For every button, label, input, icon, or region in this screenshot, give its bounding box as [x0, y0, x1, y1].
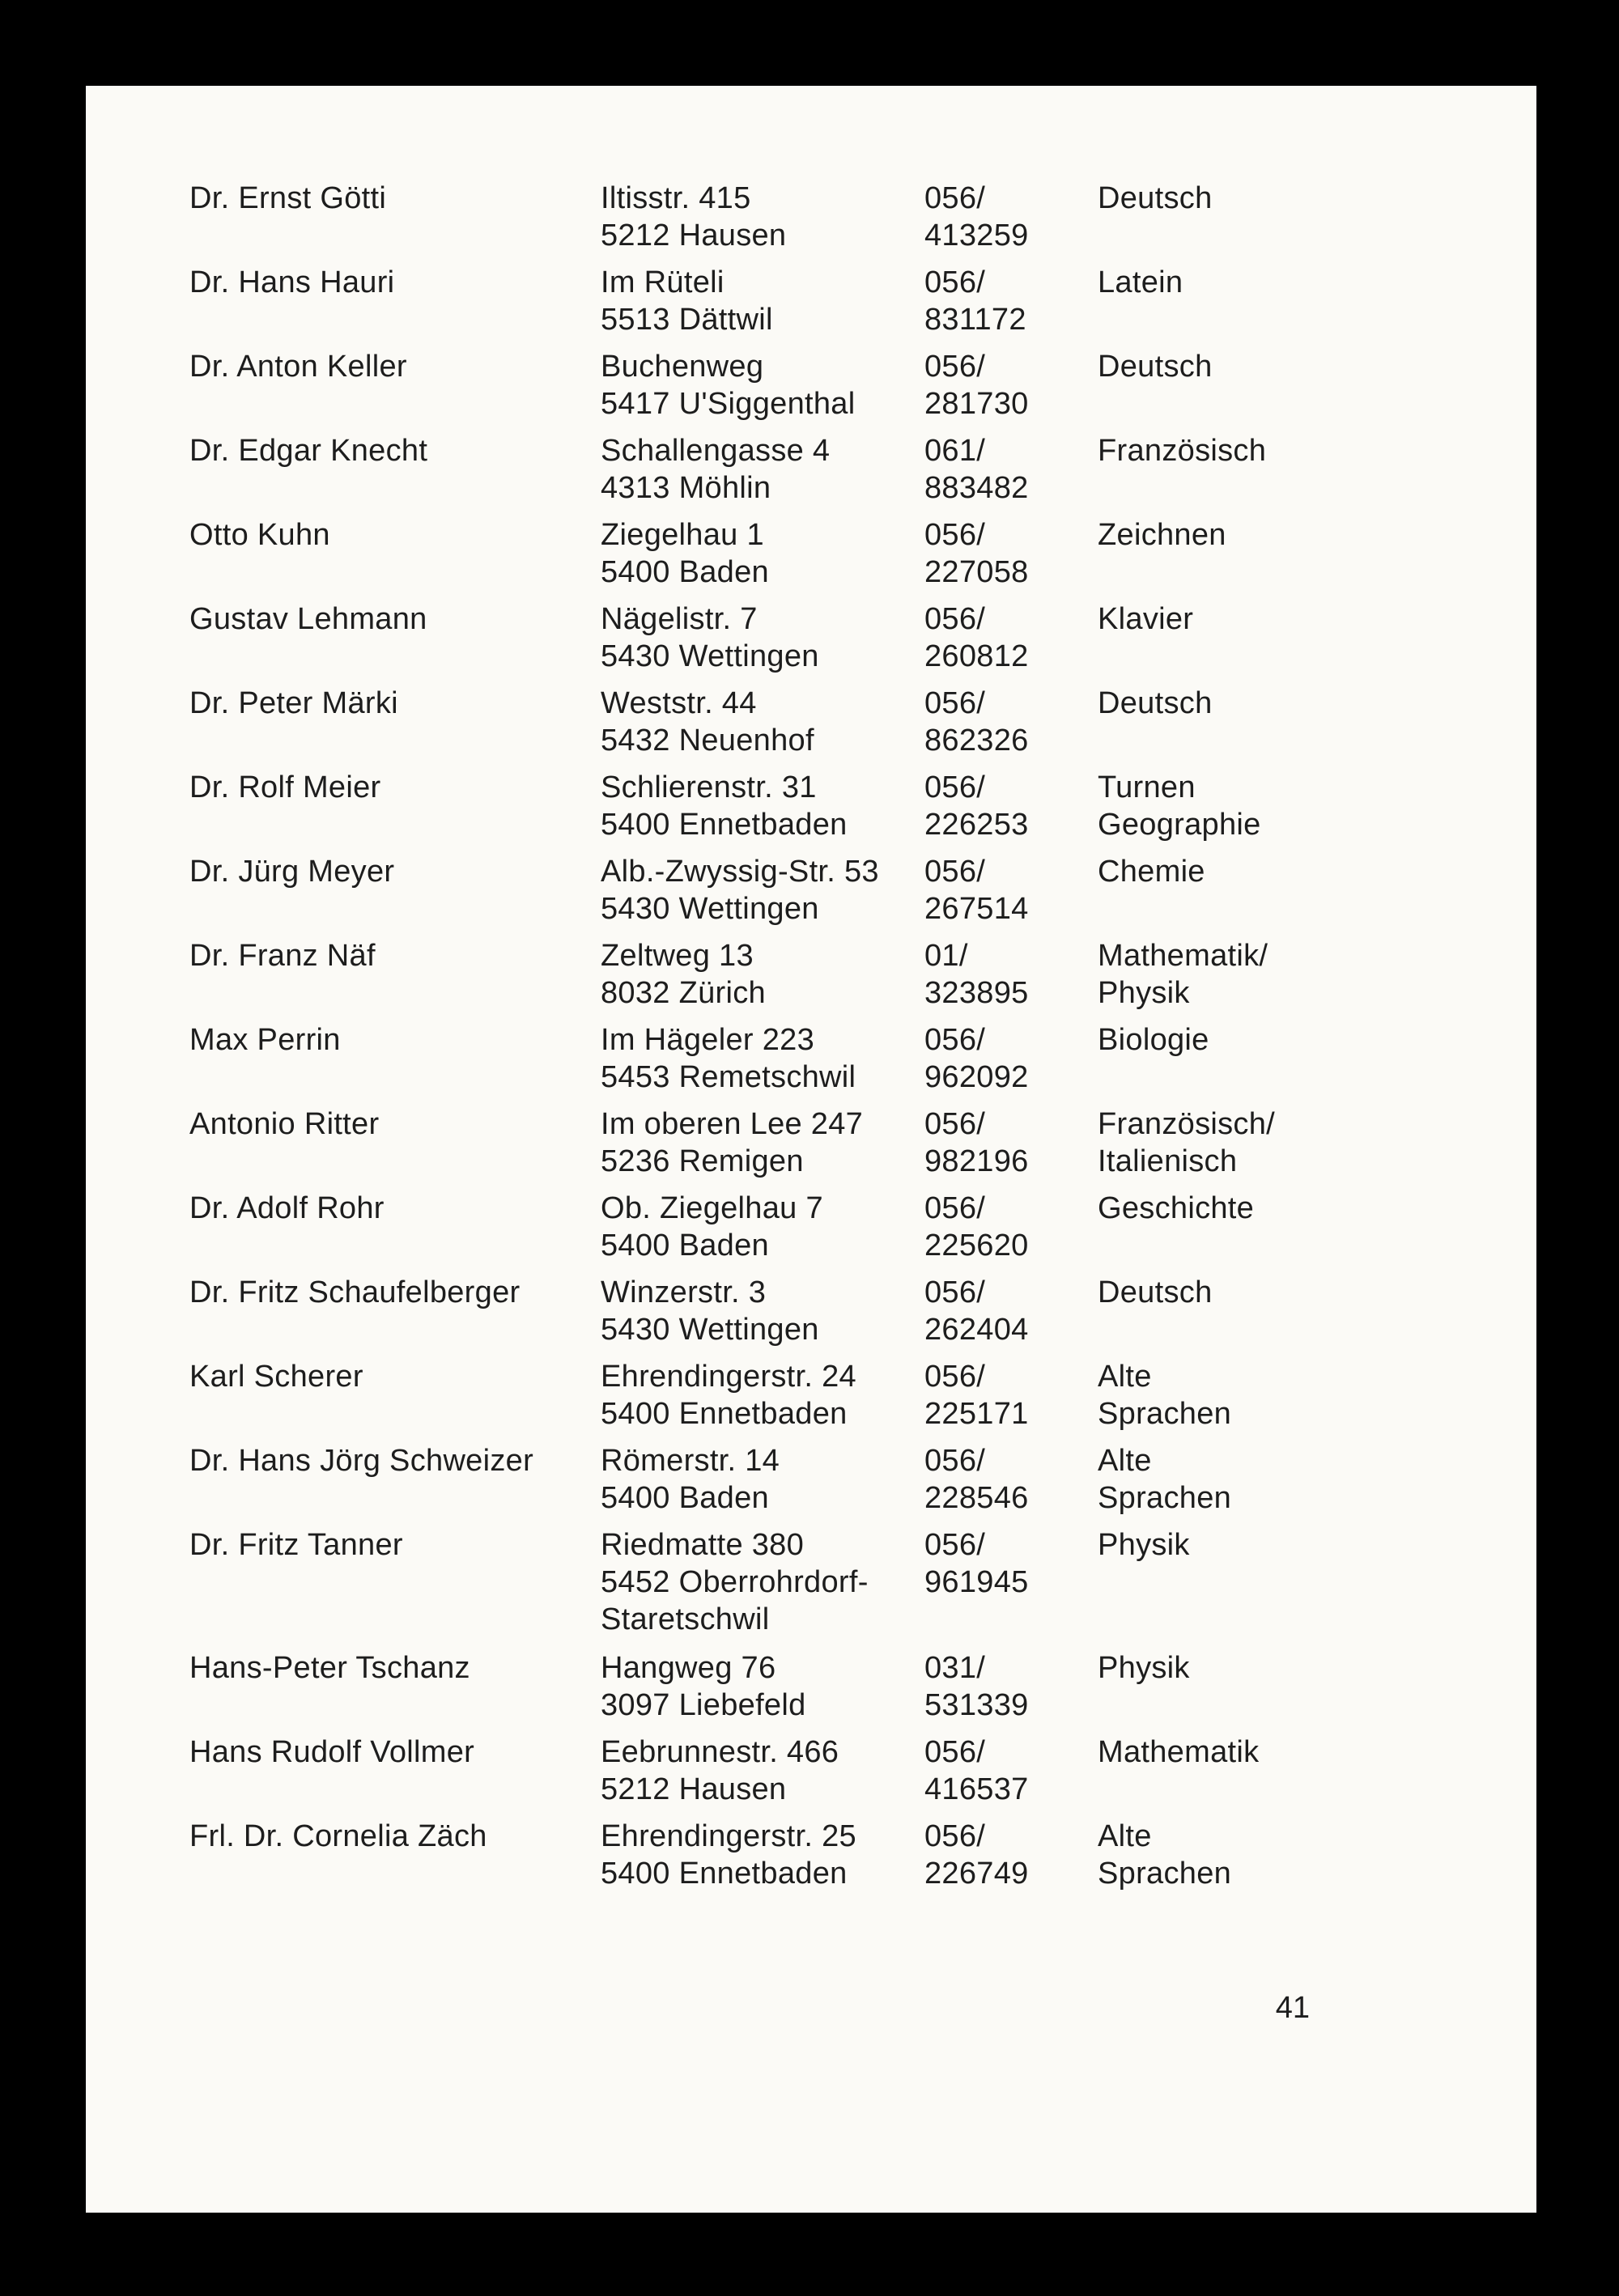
entry-subject: [1098, 685, 1387, 722]
entry-address: [601, 1106, 924, 1180]
entry-phone-line: 056/: [924, 855, 986, 889]
entry-address-line: Buchenweg: [601, 350, 764, 384]
entry-phone: [924, 937, 1098, 1012]
entry-address-line: 5400 Ennetbaden: [601, 1857, 848, 1891]
entry-address-line: 5432 Neuenhof: [601, 724, 814, 758]
entry-subject: [1098, 180, 1387, 217]
entry-subject: [1098, 769, 1387, 843]
entry-address: [601, 1021, 924, 1096]
entry-phone: [924, 1358, 1098, 1432]
entry-address: [601, 1190, 924, 1264]
entry-phone-line: 531339: [924, 1688, 1029, 1722]
entry-address-line: Ehrendingerstr. 25: [601, 1819, 856, 1853]
directory-entry: [189, 769, 1387, 853]
entry-phone-line: 226253: [924, 808, 1029, 842]
entry-subject-line: Deutsch: [1098, 350, 1213, 384]
entry-subject-line: Alte: [1098, 1444, 1152, 1478]
entry-phone: [924, 264, 1098, 338]
entry-subject-line: Sprachen: [1098, 1857, 1232, 1891]
entry-subject: [1098, 1526, 1387, 1564]
entry-subject-line: Deutsch: [1098, 181, 1213, 215]
entry-phone-line: 056/: [924, 1191, 986, 1225]
entry-subject: [1098, 1106, 1387, 1180]
entry-phone-line: 056/: [924, 686, 986, 720]
entry-subject-line: Alte: [1098, 1360, 1152, 1394]
entry-phone-line: 323895: [924, 976, 1029, 1010]
entry-phone-line: 01/: [924, 939, 968, 973]
entry-name-line: Dr. Edgar Knecht: [189, 434, 428, 468]
directory-entry: [189, 432, 1387, 516]
entry-phone: [924, 1818, 1098, 1892]
entry-subject: [1098, 1734, 1387, 1771]
directory-entry: [189, 1442, 1387, 1526]
entry-address-line: 5400 Baden: [601, 1229, 769, 1263]
entry-address: [601, 1274, 924, 1348]
entry-name-line: Dr. Hans Jörg Schweizer: [189, 1444, 534, 1478]
entry-phone: [924, 1274, 1098, 1348]
entry-address-line: 5400 Baden: [601, 555, 769, 589]
directory-entry: [189, 1358, 1387, 1442]
entry-name-line: Max Perrin: [189, 1023, 341, 1057]
entry-name: [189, 1190, 601, 1227]
entry-phone-line: 961945: [924, 1565, 1029, 1599]
entry-subject-line: Sprachen: [1098, 1481, 1232, 1515]
entry-phone-line: 061/: [924, 434, 986, 468]
entry-name-line: Dr. Ernst Götti: [189, 181, 387, 215]
entry-phone-line: 031/: [924, 1651, 986, 1685]
entry-name: [189, 685, 601, 722]
entry-address: [601, 516, 924, 591]
entry-name-line: Dr. Jürg Meyer: [189, 855, 395, 889]
directory-entry: [189, 937, 1387, 1021]
entry-name-line: Dr. Fritz Tanner: [189, 1528, 403, 1562]
entry-address: [601, 685, 924, 759]
entry-phone-line: 228546: [924, 1481, 1029, 1515]
entry-address-line: Weststr. 44: [601, 686, 757, 720]
entry-address: [601, 264, 924, 338]
entry-name-line: Dr. Adolf Rohr: [189, 1191, 385, 1225]
entry-subject-line: Sprachen: [1098, 1397, 1232, 1431]
entry-address-line: Iltisstr. 415: [601, 181, 751, 215]
entry-subject-line: Alte: [1098, 1819, 1152, 1853]
entry-phone-line: 056/: [924, 1735, 986, 1769]
entry-address-line: Zeltweg 13: [601, 939, 754, 973]
entry-address: [601, 180, 924, 254]
entry-subject: [1098, 348, 1387, 385]
directory-entry: [189, 1649, 1387, 1734]
entry-phone-line: 831172: [924, 303, 1026, 337]
directory-entry: [189, 1021, 1387, 1106]
entry-name: [189, 516, 601, 554]
entry-subject: [1098, 1358, 1387, 1432]
entry-phone: [924, 1106, 1098, 1180]
entry-name: [189, 180, 601, 217]
entry-subject: [1098, 1021, 1387, 1059]
entry-phone-line: 260812: [924, 639, 1029, 673]
entry-name: [189, 937, 601, 974]
entry-address-line: Ehrendingerstr. 24: [601, 1360, 856, 1394]
entry-phone-line: 056/: [924, 1107, 986, 1141]
entry-address-line: 5212 Hausen: [601, 219, 787, 253]
directory-entry: [189, 348, 1387, 432]
entry-name: [189, 1274, 601, 1311]
entry-phone-line: 262404: [924, 1313, 1029, 1347]
entry-subject-line: Turnen: [1098, 770, 1196, 804]
entry-phone-line: 056/: [924, 1275, 986, 1309]
entry-phone-line: 225620: [924, 1229, 1029, 1263]
entry-phone-line: 056/: [924, 1819, 986, 1853]
entry-name-line: Dr. Rolf Meier: [189, 770, 381, 804]
directory-entry: [189, 180, 1387, 264]
page-number: 41: [1275, 1991, 1310, 2025]
entry-phone: [924, 769, 1098, 843]
entry-address-line: Hangweg 76: [601, 1651, 776, 1685]
entry-subject-line: Geschichte: [1098, 1191, 1255, 1225]
entry-name: [189, 1106, 601, 1143]
entry-address-line: 5430 Wettingen: [601, 1313, 819, 1347]
entry-address-line: Winzerstr. 3: [601, 1275, 767, 1309]
entry-address-line: Riedmatte 380: [601, 1528, 805, 1562]
directory-entry: [189, 1274, 1387, 1358]
entry-subject-line: Chemie: [1098, 855, 1205, 889]
entry-name-line: Dr. Anton Keller: [189, 350, 407, 384]
entry-name-line: Karl Scherer: [189, 1360, 363, 1394]
entry-address-line: Römerstr. 14: [601, 1444, 780, 1478]
entry-name-line: Hans Rudolf Vollmer: [189, 1735, 475, 1769]
directory-entry: [189, 1526, 1387, 1649]
entry-address-line: 5513 Dättwil: [601, 303, 773, 337]
entry-phone-line: 982196: [924, 1144, 1029, 1178]
entry-address: [601, 1818, 924, 1892]
entry-subject: [1098, 937, 1387, 1012]
entry-phone-line: 056/: [924, 770, 986, 804]
entry-phone-line: 056/: [924, 1444, 986, 1478]
entry-address-line: Schlierenstr. 31: [601, 770, 817, 804]
entry-subject-line: Französisch: [1098, 434, 1267, 468]
directory-entry: [189, 516, 1387, 601]
entry-phone-line: 056/: [924, 181, 986, 215]
entry-subject-line: Mathematik/: [1098, 939, 1268, 973]
entry-subject-line: Physik: [1098, 1651, 1190, 1685]
directory-entry: [189, 685, 1387, 769]
entry-phone: [924, 1526, 1098, 1601]
entry-address-line: 8032 Zürich: [601, 976, 766, 1010]
entry-address: [601, 769, 924, 843]
entry-phone-line: 056/: [924, 1528, 986, 1562]
entry-name: [189, 601, 601, 638]
entry-phone: [924, 685, 1098, 759]
entry-address-line: 5430 Wettingen: [601, 892, 819, 926]
entry-subject-line: Klavier: [1098, 602, 1194, 636]
entry-address-line: Im oberen Lee 247: [601, 1107, 864, 1141]
entry-phone: [924, 432, 1098, 507]
entry-address-line: Schallengasse 4: [601, 434, 831, 468]
entry-address: [601, 853, 924, 927]
entry-subject-line: Französisch/: [1098, 1107, 1276, 1141]
entry-phone: [924, 601, 1098, 675]
entry-name: [189, 432, 601, 469]
entry-address-line: Staretschwil: [601, 1602, 770, 1636]
entry-subject-line: Deutsch: [1098, 1275, 1213, 1309]
directory-entry: [189, 853, 1387, 937]
entry-name: [189, 1021, 601, 1059]
entry-subject: [1098, 516, 1387, 554]
entry-name: [189, 1649, 601, 1687]
entry-address-line: 5430 Wettingen: [601, 639, 819, 673]
entry-subject: [1098, 1649, 1387, 1687]
entry-phone: [924, 1190, 1098, 1264]
entry-address-line: 5400 Ennetbaden: [601, 808, 848, 842]
entry-address-line: Ziegelhau 1: [601, 518, 764, 552]
entry-address: [601, 1442, 924, 1517]
entry-subject-line: Latein: [1098, 265, 1183, 299]
entry-address-line: 5236 Remigen: [601, 1144, 804, 1178]
teacher-directory: [189, 180, 1387, 1902]
entry-name: [189, 1442, 601, 1479]
entry-name-line: Hans-Peter Tschanz: [189, 1651, 470, 1685]
entry-subject: [1098, 264, 1387, 301]
entry-address-line: 5400 Baden: [601, 1481, 769, 1515]
entry-address-line: Eebrunnestr. 466: [601, 1735, 839, 1769]
entry-address: [601, 937, 924, 1012]
entry-phone-line: 225171: [924, 1397, 1029, 1431]
entry-name: [189, 853, 601, 890]
entry-subject-line: Physik: [1098, 1528, 1190, 1562]
entry-address: [601, 348, 924, 422]
entry-address-line: Im Hägeler 223: [601, 1023, 815, 1057]
entry-address: [601, 601, 924, 675]
entry-subject-line: Italienisch: [1098, 1144, 1238, 1178]
entry-address: [601, 1358, 924, 1432]
entry-name: [189, 1734, 601, 1771]
entry-name-line: Dr. Peter Märki: [189, 686, 398, 720]
directory-entry: [189, 1190, 1387, 1274]
entry-phone: [924, 516, 1098, 591]
entry-address-line: 3097 Liebefeld: [601, 1688, 806, 1722]
entry-name: [189, 264, 601, 301]
entry-subject: [1098, 1274, 1387, 1311]
entry-phone-line: 226749: [924, 1857, 1029, 1891]
entry-phone: [924, 1021, 1098, 1096]
entry-phone: [924, 348, 1098, 422]
entry-phone-line: 056/: [924, 518, 986, 552]
directory-entry: [189, 1106, 1387, 1190]
entry-address: [601, 1734, 924, 1808]
entry-subject-line: Biologie: [1098, 1023, 1209, 1057]
entry-address-line: 5453 Remetschwil: [601, 1060, 856, 1094]
entry-subject: [1098, 1190, 1387, 1227]
directory-entry: [189, 264, 1387, 348]
entry-address-line: 5452 Oberrohrdorf-: [601, 1565, 869, 1599]
entry-name: [189, 348, 601, 385]
entry-phone-line: 413259: [924, 219, 1029, 253]
entry-address: [601, 1649, 924, 1724]
entry-address-line: 5400 Ennetbaden: [601, 1397, 848, 1431]
directory-entry: [189, 1818, 1387, 1902]
directory-entry: [189, 601, 1387, 685]
entry-phone-line: 962092: [924, 1060, 1029, 1094]
entry-phone-line: 056/: [924, 602, 986, 636]
entry-subject-line: Mathematik: [1098, 1735, 1260, 1769]
entry-name: [189, 1358, 601, 1395]
entry-name-line: Dr. Hans Hauri: [189, 265, 395, 299]
entry-subject: [1098, 432, 1387, 469]
entry-address-line: Nägelistr. 7: [601, 602, 758, 636]
entry-name: [189, 1526, 601, 1564]
entry-phone-line: 416537: [924, 1772, 1029, 1806]
entry-address-line: Im Rüteli: [601, 265, 725, 299]
entry-phone: [924, 1442, 1098, 1517]
entry-subject-line: Deutsch: [1098, 686, 1213, 720]
entry-name-line: Antonio Ritter: [189, 1107, 380, 1141]
entry-subject-line: Zeichnen: [1098, 518, 1226, 552]
entry-phone: [924, 853, 1098, 927]
entry-phone-line: 281730: [924, 387, 1029, 421]
entry-phone: [924, 1734, 1098, 1808]
entry-phone-line: 056/: [924, 1360, 986, 1394]
directory-entry: [189, 1734, 1387, 1818]
entry-name-line: Otto Kuhn: [189, 518, 330, 552]
entry-phone-line: 056/: [924, 265, 986, 299]
entry-subject: [1098, 1818, 1387, 1892]
entry-subject: [1098, 853, 1387, 890]
entry-phone-line: 862326: [924, 724, 1029, 758]
entry-phone-line: 227058: [924, 555, 1029, 589]
entry-phone-line: 056/: [924, 350, 986, 384]
entry-name-line: Dr. Franz Näf: [189, 939, 376, 973]
entry-subject: [1098, 1442, 1387, 1517]
entry-name: [189, 769, 601, 806]
entry-address: [601, 432, 924, 507]
entry-subject-line: Physik: [1098, 976, 1190, 1010]
entry-address-line: 4313 Möhlin: [601, 471, 771, 505]
entry-name-line: Frl. Dr. Cornelia Zäch: [189, 1819, 487, 1853]
entry-phone: [924, 180, 1098, 254]
entry-address-line: Alb.-Zwyssig-Str. 53: [601, 855, 879, 889]
entry-address-line: 5417 U'Siggenthal: [601, 387, 856, 421]
entry-address: [601, 1526, 924, 1638]
entry-subject-line: Geographie: [1098, 808, 1261, 842]
entry-name: [189, 1818, 601, 1855]
entry-phone-line: 883482: [924, 471, 1029, 505]
entry-subject: [1098, 601, 1387, 638]
entry-phone-line: 267514: [924, 892, 1029, 926]
entry-phone-line: 056/: [924, 1023, 986, 1057]
entry-phone: [924, 1649, 1098, 1724]
entry-address-line: Ob. Ziegelhau 7: [601, 1191, 823, 1225]
entry-name-line: Gustav Lehmann: [189, 602, 427, 636]
entry-address-line: 5212 Hausen: [601, 1772, 787, 1806]
entry-name-line: Dr. Fritz Schaufelberger: [189, 1275, 521, 1309]
